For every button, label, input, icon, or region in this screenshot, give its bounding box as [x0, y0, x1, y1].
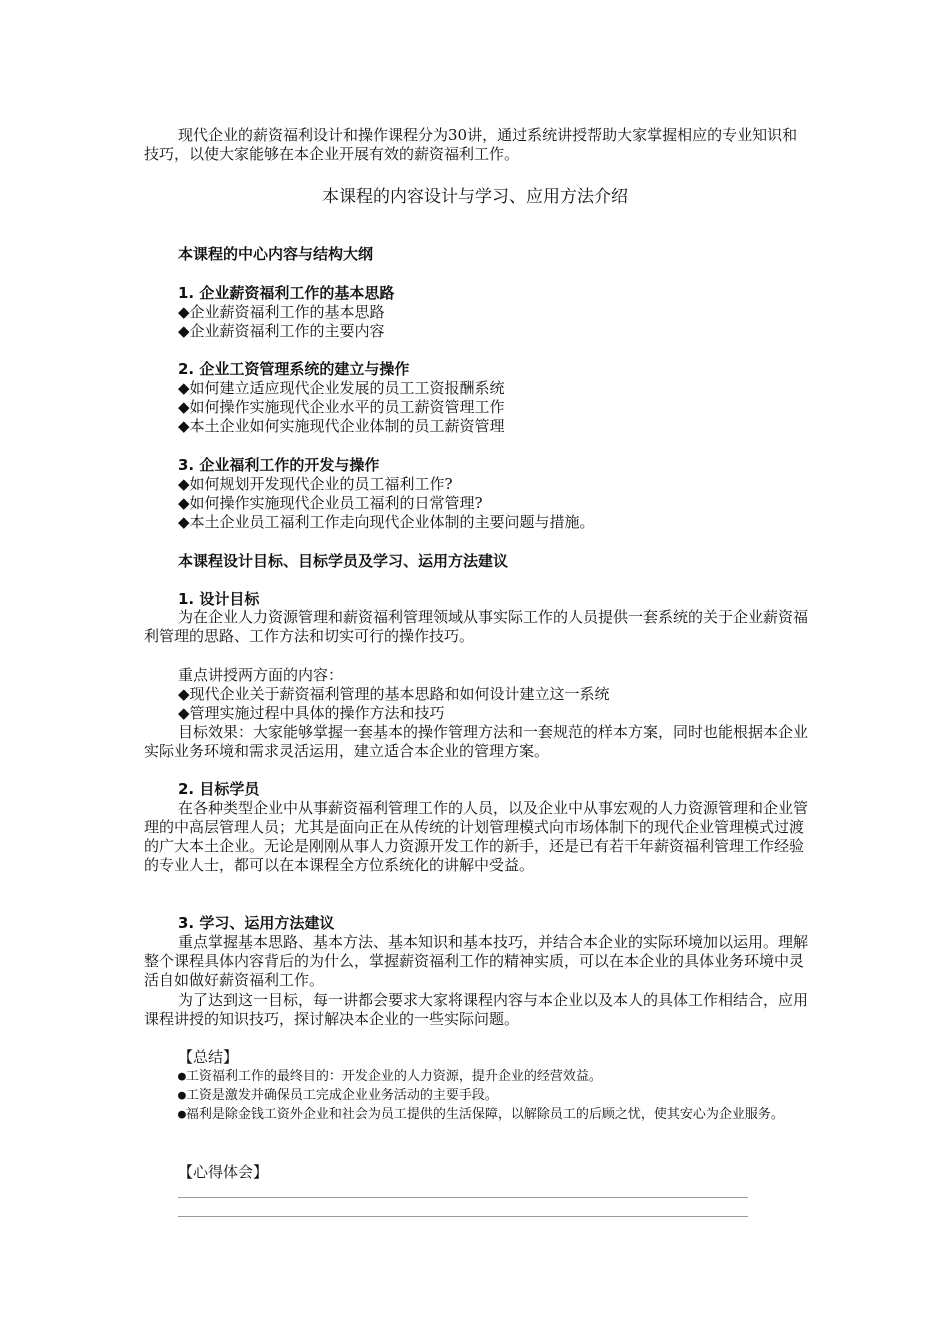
focus-item: ◆管理实施过程中具体的操作方法和技巧: [178, 704, 445, 722]
section-1-item: ◆企业薪资福利工作的基本思路: [178, 303, 385, 321]
focus-intro: 重点讲授两方面的内容：: [178, 666, 344, 684]
method-text-1: 重点掌握基本思路、基本方法、基本知识和基本技巧，并结合本企业的实际环境加以运用。理解整个课程具体内容背后的为什么，掌握薪资福利工作的精神实质，可以在本企业的具体业务环境中灵活自如做好薪资福利工作。: [144, 933, 809, 989]
section-3-item: ◆如何规划开发现代企业的员工福利工作?: [178, 475, 453, 493]
section-3-item: ◆本土企业员工福利工作走向现代企业体制的主要问题与措施。: [178, 513, 595, 531]
section-2-title: 2. 企业工资管理系统的建立与操作: [178, 360, 410, 378]
method-text-2: 为了达到这一目标，每一讲都会要求大家将课程内容与本企业以及本人的具体工作相结合，应用课程讲授的知识技巧，探讨解决本企业的一些实际问题。: [144, 991, 809, 1028]
reflection-heading: 【心得体会】: [178, 1163, 269, 1181]
method-title: 3. 学习、运用方法建议: [178, 914, 335, 932]
summary-item: ●工资是激发并确保员工完成企业业务活动的主要手段。: [178, 1088, 498, 1103]
summary-item: ●福利是除金钱工资外企业和社会为员工提供的生活保障，以解除员工的后顾之忧，使其安心为企业服务。: [178, 1107, 784, 1122]
section-3-item: ◆如何操作实施现代企业员工福利的日常管理?: [178, 494, 483, 512]
section-1-item: ◆企业薪资福利工作的主要内容: [178, 322, 385, 340]
section-2-item: ◆如何操作实施现代企业水平的员工薪资管理工作: [178, 398, 505, 416]
writing-line: [178, 1216, 748, 1217]
section-2-item: ◆如何建立适应现代企业发展的员工工资报酬系统: [178, 379, 505, 397]
students-title: 2. 目标学员: [178, 780, 260, 798]
students-text: 在各种类型企业中从事薪资福利管理工作的人员，以及企业中从事宏观的人力资源管理和企业管理的中高层管理人员；尤其是面向正在从传统的计划管理模式向市场体制下的现代企业管理模式过渡的广大本土企业。无论是刚刚从事人力资源开发工作的新手，还是已有若干年薪资福利管理工作经验的专业人士，都可以在本课程全方位系统化的讲解中受益。: [144, 799, 809, 874]
writing-line: [178, 1197, 748, 1198]
goal-text: 为在企业人力资源管理和薪资福利管理领域从事实际工作的人员提供一套系统的关于企业薪资福利管理的思路、工作方法和切实可行的操作技巧。: [144, 608, 809, 645]
effect-text: 目标效果：大家能够掌握一套基本的操作管理方法和一套规范的样本方案，同时也能根据本企业实际业务环境和需求灵活运用，建立适合本企业的管理方案。: [144, 723, 809, 760]
section-3-title: 3. 企业福利工作的开发与操作: [178, 456, 380, 474]
section-2-item: ◆本土企业如何实施现代企业体制的员工薪资管理: [178, 417, 505, 435]
goal-title: 1. 设计目标: [178, 590, 260, 608]
outline-heading: 本课程的中心内容与结构大纲: [178, 245, 374, 263]
section-1-title: 1. 企业薪资福利工作的基本思路: [178, 284, 395, 302]
design-heading: 本课程设计目标、目标学员及学习、运用方法建议: [178, 552, 509, 570]
intro-paragraph: 现代企业的薪资福利设计和操作课程分为30讲，通过系统讲授帮助大家掌握相应的专业知识和技巧，以使大家能够在本企业开展有效的薪资福利工作。: [144, 126, 798, 163]
focus-item: ◆现代企业关于薪资福利管理的基本思路和如何设计建立这一系统: [178, 685, 610, 703]
summary-item: ●工资福利工作的最终目的：开发企业的人力资源，提升企业的经营效益。: [178, 1069, 602, 1084]
summary-heading: 【总结】: [178, 1048, 239, 1066]
main-title: 本课程的内容设计与学习、应用方法介绍: [322, 187, 628, 207]
